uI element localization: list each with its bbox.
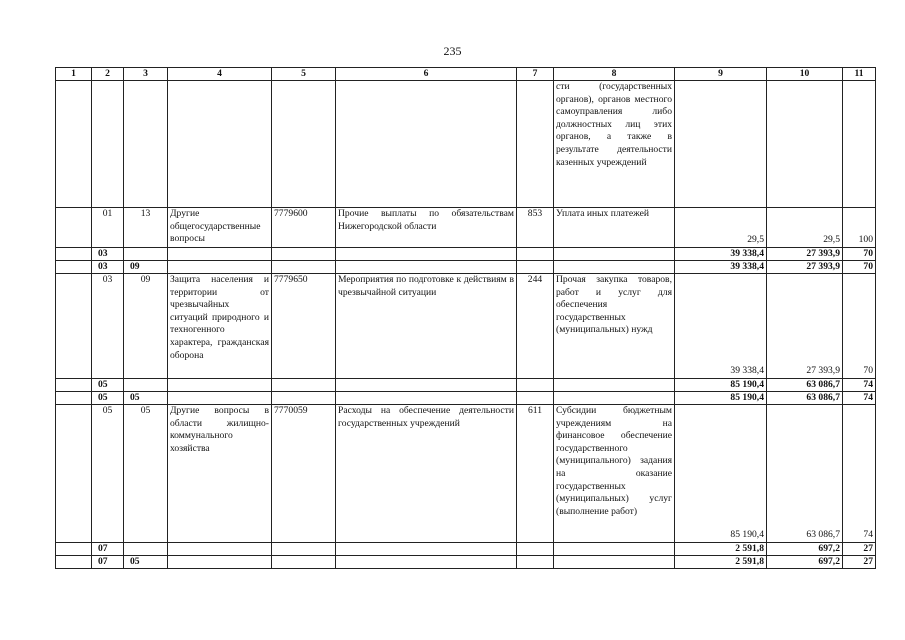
cell-target-code: 7770059 bbox=[272, 405, 336, 543]
column-header: 7 bbox=[517, 68, 554, 81]
cell-section-name bbox=[168, 392, 272, 405]
cell-target-code bbox=[272, 543, 336, 556]
cell-expense-code bbox=[517, 248, 554, 261]
cell-subsection: 09 bbox=[124, 261, 168, 274]
cell-target-code bbox=[272, 81, 336, 208]
cell-col1 bbox=[56, 248, 92, 261]
cell-col1 bbox=[56, 405, 92, 543]
subtotal-row bbox=[56, 556, 876, 569]
cell-section-name bbox=[168, 556, 272, 569]
cell-expense-name: сти (государственных органов), органов местного самоуправления либо должностных лиц этих органов, а также в результате деятельности казенных учреждений bbox=[554, 81, 675, 208]
cell-subsection bbox=[124, 379, 168, 392]
cell-percent: 27 bbox=[843, 556, 876, 569]
cell-section: 07 bbox=[92, 556, 124, 569]
cell-plan: 85 190,4 bbox=[675, 392, 767, 405]
cell-actual: 63 086,7 bbox=[767, 379, 843, 392]
cell-col1 bbox=[56, 543, 92, 556]
cell-plan: 2 591,8 bbox=[675, 543, 767, 556]
cell-plan: 39 338,4 bbox=[675, 274, 767, 379]
cell-expense-name bbox=[554, 261, 675, 274]
subtotal-row bbox=[56, 248, 876, 261]
cell-subsection: 05 bbox=[124, 556, 168, 569]
table-row bbox=[56, 81, 876, 208]
cell-target-name bbox=[336, 379, 517, 392]
cell-target-name bbox=[336, 392, 517, 405]
cell-expense-name: Уплата иных платежей bbox=[554, 208, 675, 248]
cell-expense-name bbox=[554, 392, 675, 405]
subtotal-row bbox=[56, 392, 876, 405]
cell-section: 07 bbox=[92, 543, 124, 556]
cell-target-code bbox=[272, 248, 336, 261]
cell-target-code bbox=[272, 261, 336, 274]
cell-expense-name bbox=[554, 379, 675, 392]
cell-expense-code: 244 bbox=[517, 274, 554, 379]
cell-section: 03 bbox=[92, 248, 124, 261]
cell-expense-code: 611 bbox=[517, 405, 554, 543]
column-number-row bbox=[56, 68, 876, 81]
column-header: 3 bbox=[124, 68, 168, 81]
cell-expense-name: Прочая закупка товаров, работ и услуг для обеспечения государственных (муниципальных) нужд bbox=[554, 274, 675, 379]
cell-col1 bbox=[56, 379, 92, 392]
cell-subsection bbox=[124, 543, 168, 556]
cell-subsection bbox=[124, 81, 168, 208]
cell-section-name: Другие вопросы в области жилищно-коммунального хозяйства bbox=[168, 405, 272, 543]
cell-plan: 29,5 bbox=[675, 208, 767, 248]
cell-plan: 85 190,4 bbox=[675, 405, 767, 543]
cell-expense-name: Субсидии бюджетным учреждениям на финансовое обеспечение государственного (муниципального) задания на оказание государственных (муниципальных) услуг (выполнение работ) bbox=[554, 405, 675, 543]
budget-table bbox=[55, 67, 876, 569]
cell-plan: 39 338,4 bbox=[675, 248, 767, 261]
cell-actual: 27 393,9 bbox=[767, 248, 843, 261]
column-header: 10 bbox=[767, 68, 843, 81]
page-number: 235 bbox=[443, 44, 462, 58]
column-header: 9 bbox=[675, 68, 767, 81]
cell-plan: 39 338,4 bbox=[675, 261, 767, 274]
cell-expense-code bbox=[517, 556, 554, 569]
cell-percent bbox=[843, 81, 876, 208]
cell-target-code bbox=[272, 379, 336, 392]
cell-target-name bbox=[336, 556, 517, 569]
cell-actual bbox=[767, 81, 843, 208]
cell-actual: 63 086,7 bbox=[767, 392, 843, 405]
cell-actual: 697,2 bbox=[767, 556, 843, 569]
column-header: 8 bbox=[554, 68, 675, 81]
cell-expense-name bbox=[554, 543, 675, 556]
column-header: 11 bbox=[843, 68, 876, 81]
cell-col1 bbox=[56, 274, 92, 379]
cell-actual: 27 393,9 bbox=[767, 274, 843, 379]
column-header: 4 bbox=[168, 68, 272, 81]
cell-expense-code bbox=[517, 392, 554, 405]
cell-col1 bbox=[56, 556, 92, 569]
cell-plan: 85 190,4 bbox=[675, 379, 767, 392]
cell-section-name bbox=[168, 81, 272, 208]
cell-col1 bbox=[56, 261, 92, 274]
cell-plan: 2 591,8 bbox=[675, 556, 767, 569]
column-header: 1 bbox=[56, 68, 92, 81]
cell-expense-code bbox=[517, 543, 554, 556]
cell-expense-name bbox=[554, 248, 675, 261]
table-row bbox=[56, 208, 876, 248]
cell-expense-code bbox=[517, 379, 554, 392]
column-header: 6 bbox=[336, 68, 517, 81]
cell-percent: 70 bbox=[843, 248, 876, 261]
cell-target-name: Прочие выплаты по обязательствам Нижегородской области bbox=[336, 208, 517, 248]
cell-section-name bbox=[168, 379, 272, 392]
cell-section: 01 bbox=[92, 208, 124, 248]
cell-section-name: Защита населения и территории от чрезвычайных ситуаций природного и техногенного характера, гражданская оборона bbox=[168, 274, 272, 379]
cell-section: 05 bbox=[92, 392, 124, 405]
cell-subsection: 13 bbox=[124, 208, 168, 248]
cell-subsection: 05 bbox=[124, 405, 168, 543]
cell-subsection: 09 bbox=[124, 274, 168, 379]
table-row bbox=[56, 274, 876, 379]
cell-percent: 70 bbox=[843, 261, 876, 274]
cell-actual: 63 086,7 bbox=[767, 405, 843, 543]
subtotal-row bbox=[56, 379, 876, 392]
cell-target-name bbox=[336, 248, 517, 261]
cell-actual: 27 393,9 bbox=[767, 261, 843, 274]
cell-target-code bbox=[272, 556, 336, 569]
cell-plan bbox=[675, 81, 767, 208]
cell-target-name: Мероприятия по подготовке к действиям в чрезвычайной ситуации bbox=[336, 274, 517, 379]
subtotal-row bbox=[56, 261, 876, 274]
cell-expense-code bbox=[517, 81, 554, 208]
cell-subsection bbox=[124, 248, 168, 261]
cell-percent: 74 bbox=[843, 392, 876, 405]
cell-section: 03 bbox=[92, 261, 124, 274]
cell-percent: 74 bbox=[843, 405, 876, 543]
cell-section: 05 bbox=[92, 379, 124, 392]
cell-section-name: Другие общегосударственные вопросы bbox=[168, 208, 272, 248]
cell-percent: 27 bbox=[843, 543, 876, 556]
subtotal-row bbox=[56, 543, 876, 556]
cell-percent: 100 bbox=[843, 208, 876, 248]
cell-target-code: 7779600 bbox=[272, 208, 336, 248]
cell-expense-name bbox=[554, 556, 675, 569]
cell-target-name bbox=[336, 81, 517, 208]
column-header: 2 bbox=[92, 68, 124, 81]
cell-target-name bbox=[336, 261, 517, 274]
cell-section bbox=[92, 81, 124, 208]
cell-actual: 29,5 bbox=[767, 208, 843, 248]
cell-target-name bbox=[336, 543, 517, 556]
cell-percent: 74 bbox=[843, 379, 876, 392]
cell-target-name: Расходы на обеспечение деятельности государственных учреждений bbox=[336, 405, 517, 543]
cell-section-name bbox=[168, 543, 272, 556]
cell-section: 03 bbox=[92, 274, 124, 379]
cell-col1 bbox=[56, 208, 92, 248]
cell-subsection: 05 bbox=[124, 392, 168, 405]
cell-col1 bbox=[56, 81, 92, 208]
cell-section-name bbox=[168, 261, 272, 274]
table-row bbox=[56, 405, 876, 543]
cell-target-code bbox=[272, 392, 336, 405]
cell-target-code: 7779650 bbox=[272, 274, 336, 379]
cell-expense-code bbox=[517, 261, 554, 274]
cell-col1 bbox=[56, 392, 92, 405]
cell-expense-code: 853 bbox=[517, 208, 554, 248]
cell-actual: 697,2 bbox=[767, 543, 843, 556]
cell-section-name bbox=[168, 248, 272, 261]
cell-section: 05 bbox=[92, 405, 124, 543]
cell-percent: 70 bbox=[843, 274, 876, 379]
column-header: 5 bbox=[272, 68, 336, 81]
